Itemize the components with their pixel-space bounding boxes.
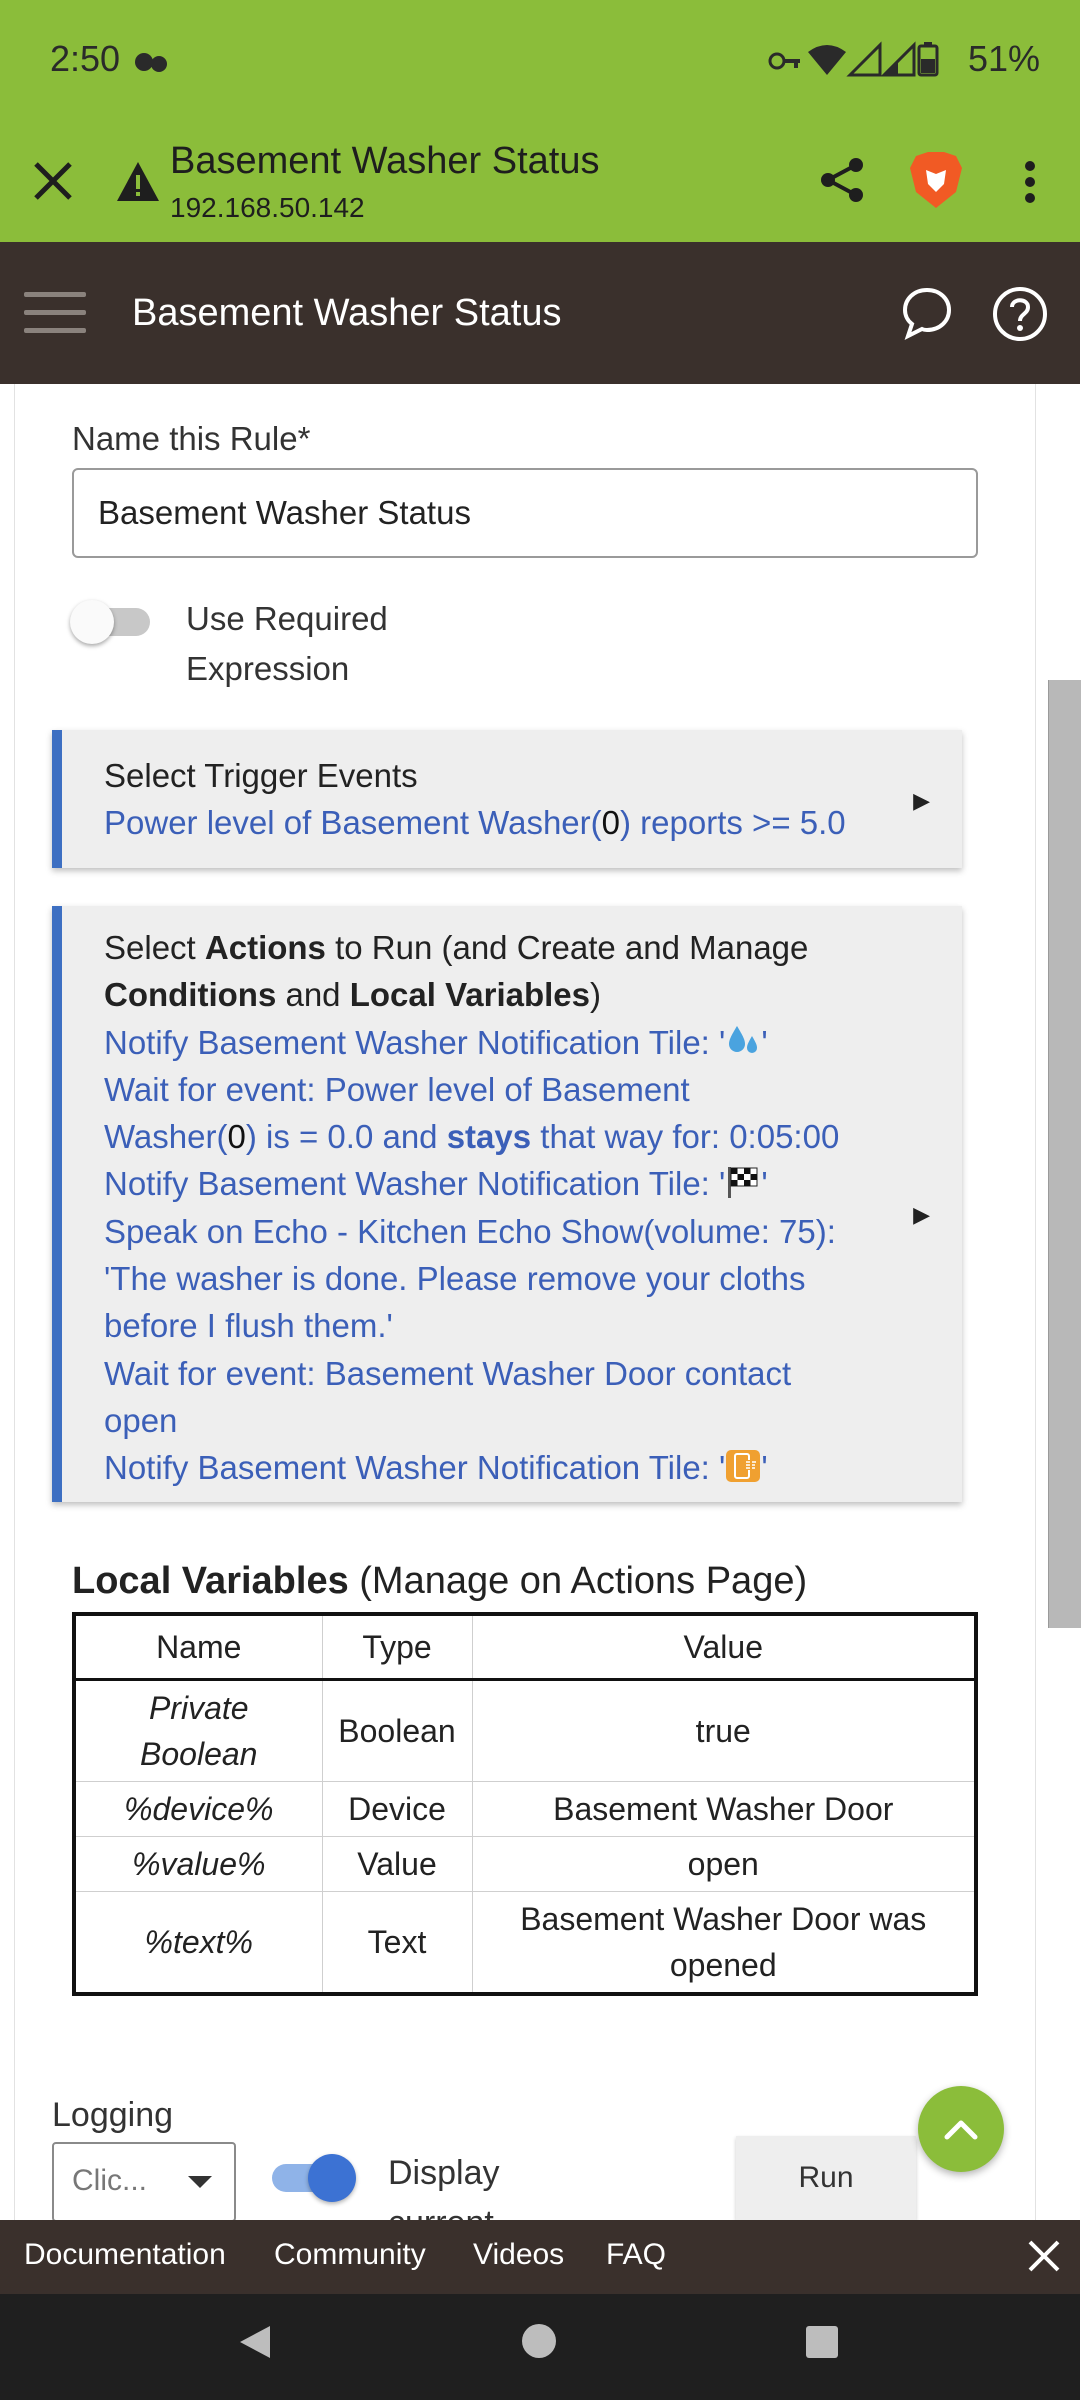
action-line: Washer(0) is = 0.0 and stays that way for: 0:05:00: [104, 1118, 840, 1156]
expand-arrow-icon[interactable]: ▶: [913, 788, 930, 813]
column-header: Type: [322, 1614, 472, 1680]
actions-card-title: Select Actions to Run (and Create and Manage: [104, 929, 809, 966]
variable-type: Boolean: [322, 1680, 472, 1782]
rule-editor: [0, 384, 1080, 2220]
scrollbar[interactable]: [1048, 680, 1081, 1628]
brave-lion-icon[interactable]: [908, 150, 964, 210]
actions-card-title-2: Conditions and Local Variables): [104, 976, 602, 1014]
table-row: [74, 1892, 976, 1995]
notification-icon: [134, 50, 170, 74]
action-line: Notify Basement Washer Notification Tile: ' ': [104, 1449, 768, 1487]
browser-url[interactable]: 192.168.50.142: [170, 192, 365, 223]
table-header-row: [74, 1614, 976, 1680]
variable-value: true: [472, 1680, 976, 1782]
action-line: Speak on Echo - Kitchen Echo Show(volume: 75):: [104, 1212, 836, 1250]
vpn-key-icon: [768, 50, 802, 72]
table-row: [74, 1782, 976, 1837]
close-tab-icon[interactable]: [30, 158, 76, 204]
trigger-events-card[interactable]: [52, 730, 962, 868]
help-icon[interactable]: [992, 286, 1048, 342]
warning-icon[interactable]: [116, 160, 160, 204]
variable-name: %text%: [74, 1892, 322, 1995]
footer-link-videos[interactable]: Videos: [473, 2238, 565, 2271]
recent-apps-icon[interactable]: [806, 2326, 838, 2358]
rule-name-input[interactable]: Basement Washer Status: [72, 468, 978, 558]
action-line: 'The washer is done. Please remove your cloths: [104, 1260, 806, 1298]
required-expression-toggle[interactable]: [70, 600, 152, 640]
menu-icon[interactable]: [24, 292, 86, 334]
display-current-toggle[interactable]: [270, 2154, 356, 2202]
scroll-to-top-button[interactable]: [918, 2086, 1004, 2172]
logging-label: Logging: [52, 2096, 174, 2134]
mobile-phone-off-icon: [725, 1449, 761, 1483]
chevron-up-icon: [939, 2107, 983, 2151]
app-header: [0, 242, 1080, 384]
browser-page-title: Basement Washer Status: [170, 140, 600, 182]
sweat-droplets-icon: [725, 1024, 761, 1058]
variable-value: Basement Washer Door was opened: [520, 1901, 927, 1983]
system-nav-bar: [0, 2294, 1080, 2400]
run-button[interactable]: Run: [736, 2136, 916, 2220]
browser-toolbar: [0, 120, 1080, 242]
variable-name: %device%: [74, 1782, 322, 1837]
display-current-label: Display: [388, 2154, 500, 2192]
signal-icon: [850, 44, 882, 76]
footer-link-documentation[interactable]: Documentation: [24, 2238, 226, 2271]
variable-name: Private Boolean: [74, 1680, 322, 1782]
chat-bubble-icon[interactable]: [900, 286, 954, 340]
close-icon[interactable]: [1026, 2238, 1062, 2274]
battery-percent: 51%: [967, 38, 1040, 79]
footer-link-faq[interactable]: FAQ: [606, 2238, 667, 2271]
rule-name-label: Name this Rule*: [72, 420, 311, 457]
variable-value: Basement Washer Door: [472, 1782, 976, 1837]
status-bar: [0, 0, 1080, 120]
table-row: [74, 1837, 976, 1892]
expand-arrow-icon[interactable]: ▶: [913, 1202, 930, 1227]
logging-select[interactable]: Clic...: [52, 2142, 236, 2222]
home-icon[interactable]: [522, 2324, 556, 2358]
more-options-icon[interactable]: [1018, 158, 1042, 206]
share-icon[interactable]: [818, 156, 866, 204]
variable-type: Device: [322, 1782, 472, 1837]
variable-type: Text: [322, 1892, 472, 1995]
page-title: Basement Washer Status: [132, 292, 562, 334]
action-line: Wait for event: Basement Washer Door contact: [104, 1354, 792, 1392]
action-line: Wait for event: Power level of Basement: [104, 1070, 690, 1108]
local-variables-heading: Local Variables (Manage on Actions Page): [72, 1560, 808, 1602]
column-header: Name: [74, 1614, 322, 1680]
chevron-down-icon: [188, 2176, 212, 2188]
column-header: Value: [472, 1614, 976, 1680]
variable-value: open: [472, 1837, 976, 1892]
variable-type: Value: [322, 1837, 472, 1892]
required-expression-label: Use Required Expression: [186, 600, 388, 687]
action-line: Notify Basement Washer Notification Tile: ' ': [104, 1165, 768, 1203]
back-icon[interactable]: [238, 2324, 272, 2360]
actions-card[interactable]: [52, 906, 962, 1502]
trigger-card-title: Select Trigger Events: [104, 757, 418, 794]
footer-links-bar: [0, 2220, 1080, 2294]
action-line: Notify Basement Washer Notification Tile: ' ': [104, 1023, 768, 1061]
action-line: before I flush them.': [104, 1307, 393, 1345]
checkered-flag-icon: [725, 1165, 761, 1199]
battery-icon: [918, 42, 938, 76]
trigger-summary: Power level of Basement Washer(0) reports >= 5.0: [104, 804, 846, 841]
status-time: 2:50: [50, 38, 121, 79]
wifi-icon: [808, 44, 846, 76]
local-variables-table: [72, 1612, 978, 1996]
table-row: [74, 1680, 976, 1782]
action-line: open: [104, 1401, 178, 1439]
variable-name: %value%: [74, 1837, 322, 1892]
footer-link-community[interactable]: Community: [274, 2238, 426, 2271]
signal-icon-2: [884, 44, 916, 76]
